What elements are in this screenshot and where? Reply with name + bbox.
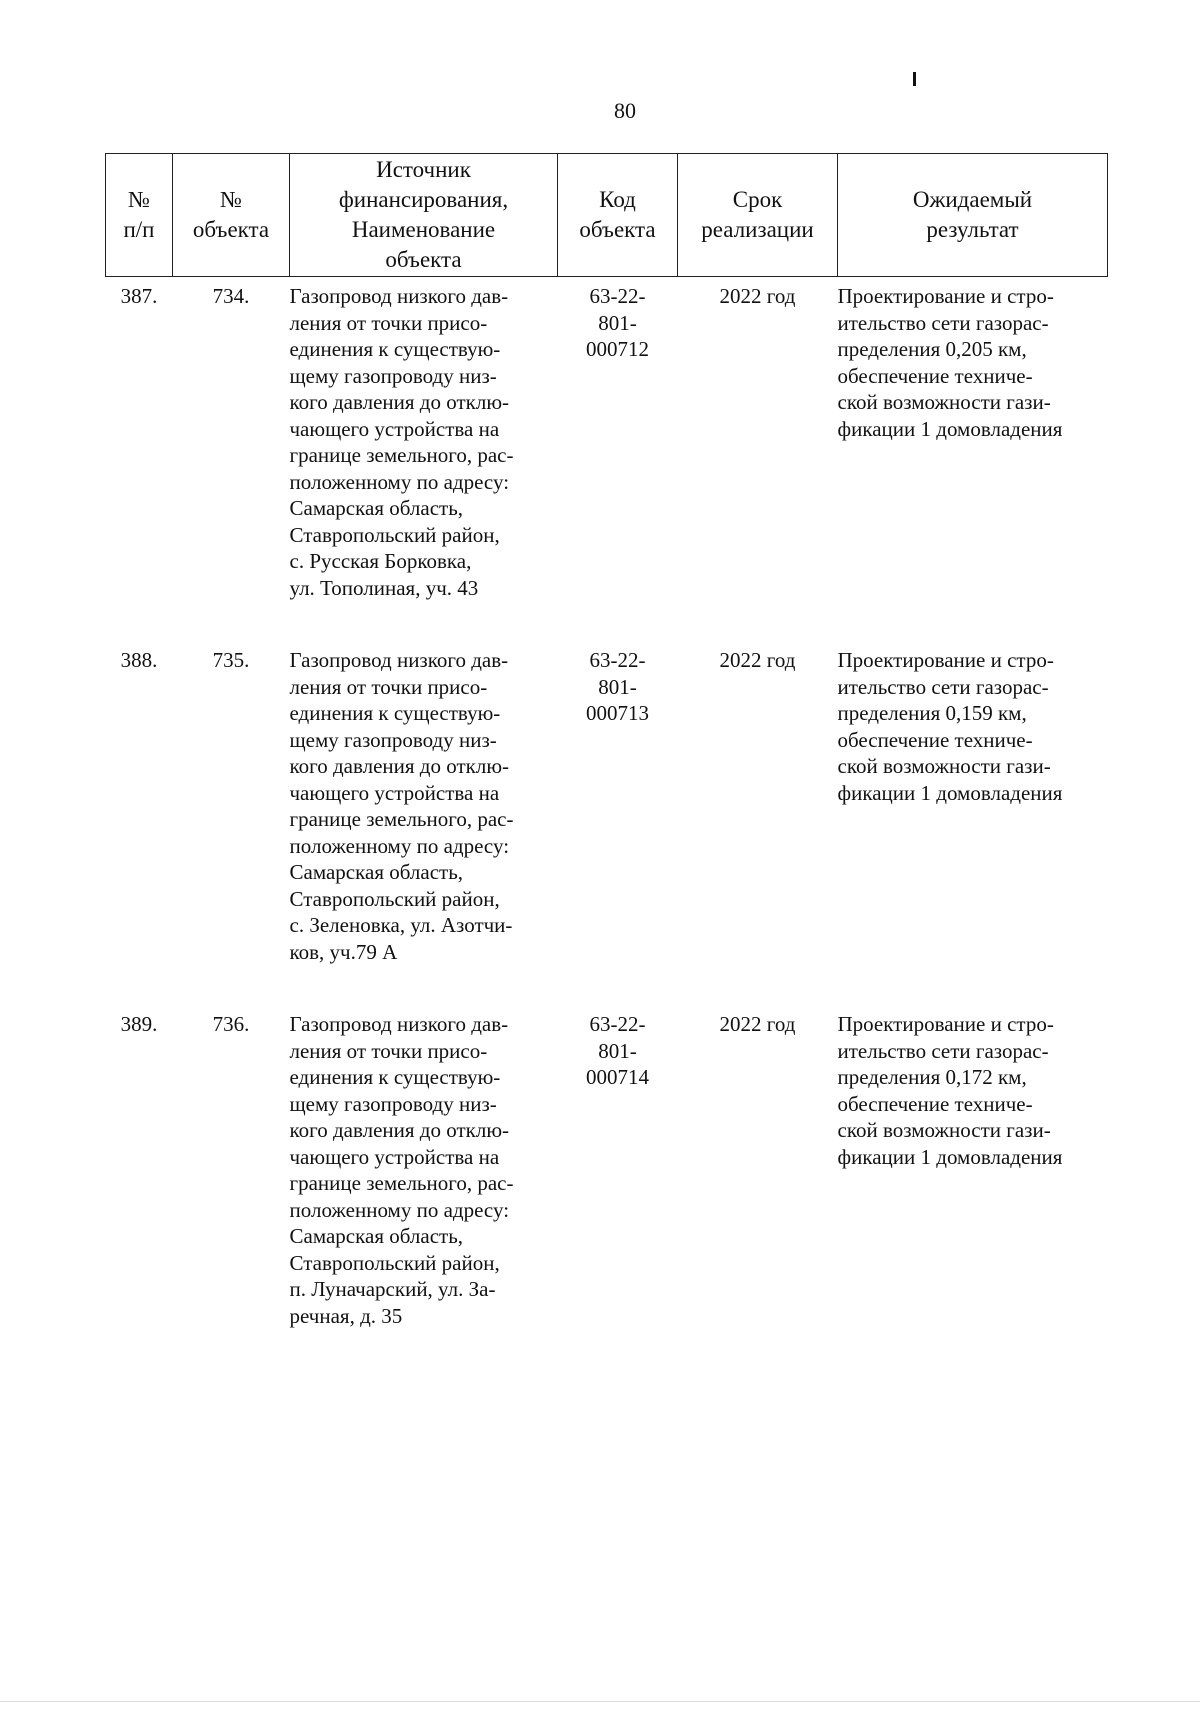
table-row — [106, 641, 1108, 1005]
header-term: Срок реализации — [678, 154, 838, 277]
table-header — [106, 154, 1108, 277]
cell-term: 2022 год — [719, 1012, 796, 1036]
cell-object-code: 63-22- 801- 000713 — [586, 648, 649, 725]
cell-pp: 389. — [120, 1012, 158, 1036]
cell-object-number: 734. — [212, 284, 250, 308]
cell-object-number: 735. — [212, 648, 250, 672]
cell-term: 2022 год — [719, 284, 796, 308]
cell-object-code: 63-22- 801- 000714 — [586, 1012, 649, 1089]
header-object-code: Код объекта — [558, 154, 678, 277]
cell-object-name: Газопровод низкого дав- ления от точки присо- единения к существую- щему газопроводу низ- кого давления до отклю- чающего устройства на границе земельного, рас- положенному по адресу: Самарская область, Ставропольский район, п. Луначарский, ул. За- речная, д. 35 — [289, 1012, 514, 1328]
table-row — [106, 277, 1108, 642]
cell-term: 2022 год — [719, 648, 796, 672]
cell-expected-result: Проектирование и стро- ительство сети газорас- пределения 0,172 км, обеспечение техниче- ской возможности гази- фикации 1 домовладения — [837, 1012, 1063, 1169]
table-row — [106, 1005, 1108, 1369]
cell-object-name: Газопровод низкого дав- ления от точки присо- единения к существую- щему газопроводу низ- кого давления до отклю- чающего устройства на границе земельного, рас- положенному по адресу: Самарская область, Ставропольский район, с. Зеленовка, ул. Азотчи- ков, уч.79 А — [289, 648, 514, 964]
cell-expected-result: Проектирование и стро- ительство сети газорас- пределения 0,159 км, обеспечение техниче- ской возможности гази- фикации 1 домовладения — [837, 648, 1063, 805]
objects-table — [105, 153, 1108, 1369]
cell-pp: 387. — [120, 284, 158, 308]
page-number: 80 — [614, 98, 636, 123]
scan-edge-line — [0, 1701, 1200, 1702]
cell-object-name: Газопровод низкого дав- ления от точки присо- единения к существую- щему газопроводу низ- кого давления до отклю- чающего устройства на границе земельного, рас- положенному по адресу: Самарская область, Ставропольский район, с. Русская Борковка, ул. Тополиная, уч. 43 — [289, 284, 514, 600]
header-source-name: Источник финансирования, Наименование объекта — [290, 154, 558, 277]
cell-object-number: 736. — [212, 1012, 250, 1036]
cell-object-code: 63-22- 801- 000712 — [586, 284, 649, 361]
cell-expected-result: Проектирование и стро- ительство сети газорас- пределения 0,205 км, обеспечение техниче- ской возможности гази- фикации 1 домовладения — [837, 284, 1063, 441]
scan-mark — [913, 72, 916, 86]
header-pp: № п/п — [106, 154, 173, 277]
cell-pp: 388. — [120, 648, 158, 672]
header-object-number: № объекта — [173, 154, 290, 277]
header-expected-result: Ожидаемый результат — [838, 154, 1108, 277]
